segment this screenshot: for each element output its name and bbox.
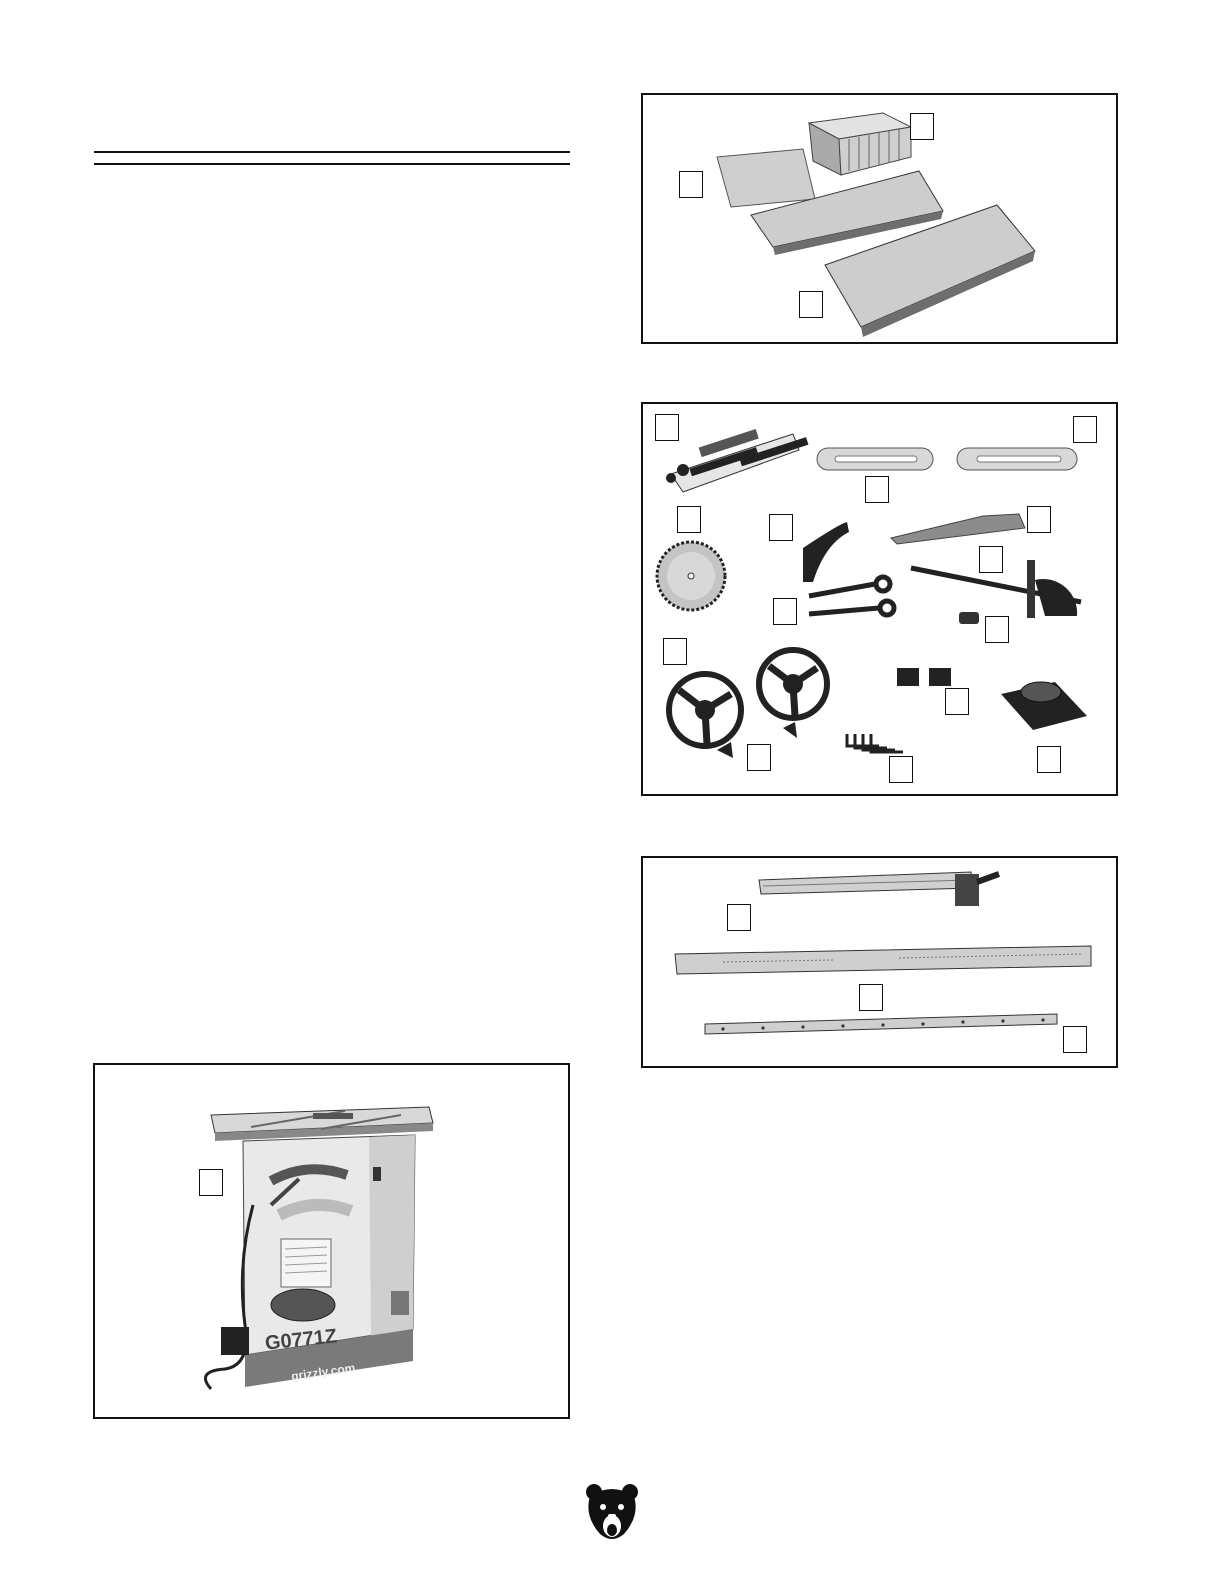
header-rule-bottom xyxy=(94,163,570,165)
callout-box xyxy=(199,1169,223,1196)
callout-box xyxy=(910,113,934,140)
front-rail xyxy=(675,946,1091,974)
grizzly-bear-icon xyxy=(584,1482,640,1544)
figure-fence-rails xyxy=(641,856,1118,1068)
callout-box xyxy=(769,514,793,541)
machine-model-text: G0771Z xyxy=(263,1325,339,1355)
rear-rail xyxy=(705,1014,1057,1034)
callout-box xyxy=(859,984,883,1011)
callout-box xyxy=(889,756,913,783)
callout-box xyxy=(773,598,797,625)
callout-box xyxy=(747,744,771,771)
callout-box xyxy=(799,291,823,318)
machine-website-text: grizzly.com xyxy=(290,1360,357,1384)
callout-box xyxy=(727,904,751,931)
callout-box xyxy=(985,616,1009,643)
dust-port xyxy=(1001,682,1087,730)
callout-box xyxy=(1037,746,1061,773)
saw-blade xyxy=(657,542,725,610)
callout-box xyxy=(945,688,969,715)
throat-plates xyxy=(817,448,1077,470)
callout-box xyxy=(865,476,889,503)
callout-box xyxy=(1027,506,1051,533)
extension-wings-image xyxy=(643,95,1120,346)
callout-box xyxy=(655,414,679,441)
callout-box xyxy=(1073,416,1097,443)
callout-box xyxy=(663,638,687,665)
callout-box xyxy=(679,171,703,198)
blade-guard xyxy=(666,429,808,492)
handwheels xyxy=(669,650,827,758)
accessories-image xyxy=(643,404,1120,798)
figure-accessories xyxy=(641,402,1118,796)
rip-fence xyxy=(759,872,999,906)
fence-rails-image xyxy=(643,858,1120,1070)
figure-machine-body xyxy=(93,1063,570,1419)
arbor-wrenches xyxy=(809,577,894,615)
callout-box xyxy=(1063,1026,1087,1053)
callout-box xyxy=(677,506,701,533)
figure-extension-wings xyxy=(641,93,1118,344)
callout-box xyxy=(979,546,1003,573)
header-rule-top xyxy=(94,151,570,153)
